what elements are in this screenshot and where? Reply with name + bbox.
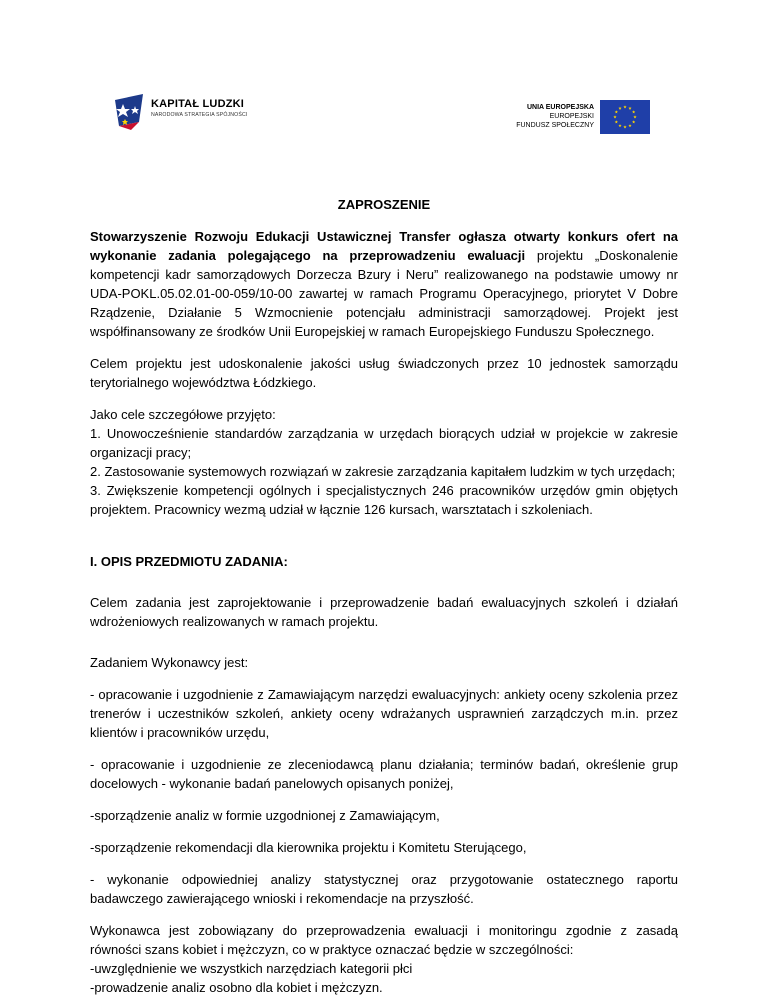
document-title: ZAPROSZENIE: [337, 197, 431, 212]
kapital-ludzki-subtitle: NARODOWA STRATEGIA SPÓJNOŚCI: [151, 112, 248, 118]
project-goal-paragraph: Celem projektu jest udoskonalenie jakości usług świadczonych przez 10 jednostek samorządu terytorialnego województwa Łódzkiego.: [90, 356, 678, 390]
task-item: - opracowanie i uzgodnienie ze zleceniodawcą planu działania; terminów badań, określenie grup docelowych - wykonanie badań panelowych opisanych poniżej,: [90, 757, 678, 791]
detailed-goal-item: 2. Zastosowanie systemowych rozwiązań w zakresie zarządzania kapitałem ludzkim w tych urzędach;: [90, 464, 676, 479]
section1-goal-paragraph: Celem zadania jest zaprojektowanie i przeprowadzenie badań ewaluacyjnych szkoleń i działań wdrożeniowych realizowanych w ramach projektu.: [90, 595, 678, 629]
contractor-task-intro: Zadaniem Wykonawcy jest:: [90, 655, 249, 670]
task-item: - opracowanie i uzgodnienie z Zamawiającym narzędzi ewaluacyjnych: ankiety oceny szkolenia przez trenerów i uczestników szkoleń, ankiety oceny wdrażanych usprawnień zarządczych m.in. przez klientów i pracowników urzędu,: [90, 687, 678, 740]
intro-paragraph: [90, 227, 678, 341]
task-item: - wykonanie odpowiedniej analizy statystycznej oraz przygotowanie ostatecznego raportu badawczego zawierającego wnioski i rekomendacje na przyszłość.: [90, 872, 678, 906]
eu-logo: [500, 100, 650, 136]
eu-logo-text: [516, 103, 594, 130]
equality-paragraph: Wykonawca jest zobowiązany do przeprowadzenia ewaluacji i monitoringu zgodnie z zasadą równości szans kobiet i mężczyzn, co w praktyce oznaczać będzie w szczególności:: [90, 923, 678, 957]
document-body: [90, 195, 678, 997]
eu-flag-icon: [600, 100, 650, 134]
page-header: [0, 0, 768, 150]
kapital-ludzki-title: KAPITAŁ LUDZKI: [151, 98, 245, 110]
equality-item: -uwzględnienie we wszystkich narzędziach kategorii płci: [90, 961, 413, 976]
detailed-goal-item: 1. Unowocześnienie standardów zarządzania w urzędach biorących udział w projekcie w zakresie organizacji pracy;: [90, 426, 678, 460]
intro-rest-text: projektu „Doskonalenie kompetencji kadr samorządowych Dorzecza Bzury i Neru” realizowanego na podstawie umowy nr UDA-POKL.05.02.01-00-059/10-00 zawartej w ramach Programu Operacyjnego, priorytet V Dobre Rządzenie, Działanie 5 Wzmocnienie potencjału administracji samorządowej. Projekt jest współfinansowany ze środków Unii Europejskiej w ramach Europejskiego Funduszu Społecznego.: [90, 248, 678, 339]
eu-logo-line3: FUNDUSZ SPOŁECZNY: [516, 122, 594, 129]
eu-logo-line2: EUROPEJSKI: [549, 113, 594, 120]
kapital-ludzki-emblem-icon: [113, 92, 147, 130]
task-item: -sporządzenie analiz w formie uzgodnionej z Zamawiającym,: [90, 808, 440, 823]
task-item: -sporządzenie rekomendacji dla kierownika projektu i Komitetu Sterującego,: [90, 840, 527, 855]
eu-logo-line1: UNIA EUROPEJSKA: [526, 104, 594, 111]
kapital-ludzki-logo: [113, 92, 313, 132]
intro-bold-text: Stowarzyszenie Rozwoju Edukacji Ustawicznej Transfer ogłasza otwarty konkurs ofert na wykonanie zadania polegającego na przeprowadzeniu ewaluacji: [90, 229, 678, 263]
equality-item: -prowadzenie analiz osobno dla kobiet i mężczyzn.: [90, 980, 383, 995]
detailed-goals-intro: Jako cele szczegółowe przyjęto:: [90, 407, 276, 422]
detailed-goal-item: 3. Zwiększenie kompetencji ogólnych i specjalistycznych 246 pracowników urzędów gmin objętych projektem. Pracownicy wezmą udział w łącznie 126 kursach, warsztatach i szkoleniach.: [90, 483, 678, 517]
section1-heading: I. OPIS PRZEDMIOTU ZADANIA:: [90, 554, 288, 569]
